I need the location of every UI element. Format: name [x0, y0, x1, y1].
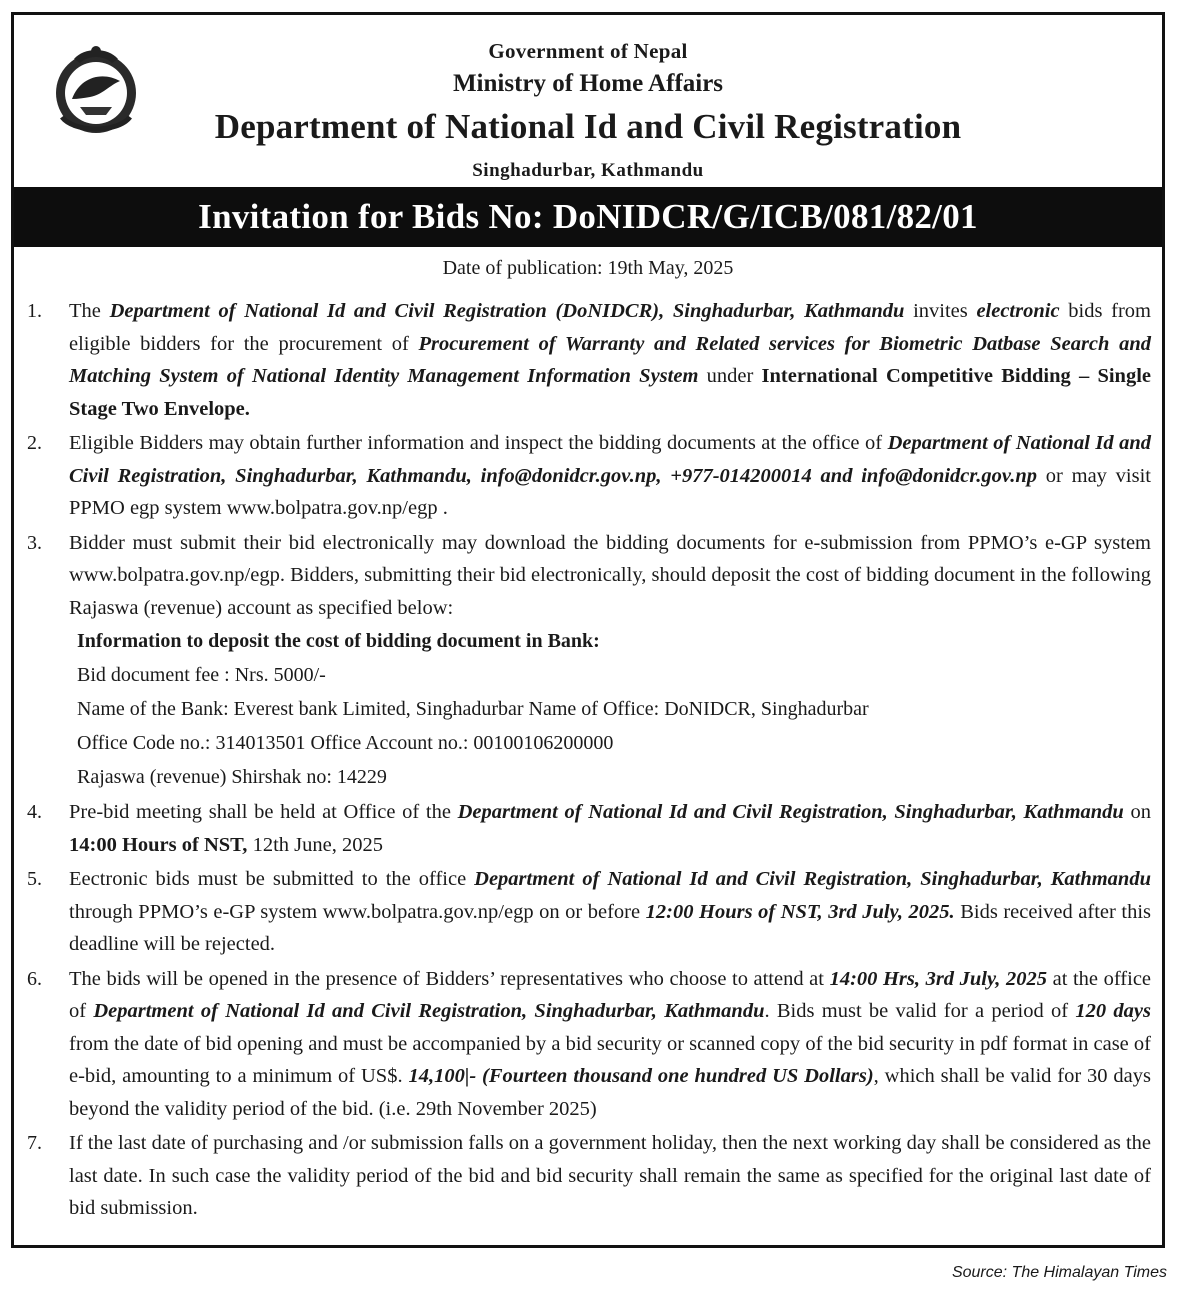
notice-title: Invitation for Bids No: DoNIDCR/G/ICB/081/82/01: [14, 187, 1162, 247]
source-credit: Source: The Himalayan Times: [951, 1264, 1167, 1281]
item-text-emphasis: Department of National Id and Civil Registration, Singhadurbar, Kathmandu: [93, 1000, 765, 1022]
item-text: . Bids must be valid for a period of: [764, 1000, 1076, 1022]
item-text-emphasis: 14:00 Hrs, 3rd July, 2025: [829, 967, 1048, 990]
list-item: [27, 1127, 1151, 1225]
item-text: Bids received after this deadline will be rejected.: [69, 900, 1152, 955]
list-item: [27, 427, 1152, 525]
government-name: Government of Nepal: [488, 39, 688, 63]
item-number: 1.: [27, 300, 42, 322]
item-number: 2.: [27, 432, 42, 454]
list-item: [27, 295, 1151, 425]
list-item: [27, 796, 1151, 861]
item-text-emphasis: Department of National Id and Civil Registration (DoNIDCR), Singhadurbar, Kathmandu: [109, 300, 905, 322]
item-text: invites: [904, 300, 977, 322]
office-code: Office Code no.: 314013501 Office Account no.: 00100106200000: [77, 732, 614, 754]
item-text-emphasis: electronic: [976, 300, 1060, 322]
item-text-bold: 14:00 Hours of NST,: [69, 833, 248, 856]
item-text-emphasis: Procurement of Warranty and Related services for Biometric Datbase Search and Matching System of National Identity Management Information System: [69, 332, 1151, 387]
publication-date: Date of publication: 19th May, 2025: [442, 257, 734, 279]
bank-name: Name of the Bank: Everest bank Limited, Singhadurbar Name of Office: DoNIDCR, Singhadurbar: [77, 698, 869, 720]
list-item: [27, 527, 1151, 795]
item-number: 5.: [27, 868, 42, 890]
item-text: or may visit PPMO egp system www.bolpatra.gov.np/egp .: [69, 464, 1151, 519]
item-text-emphasis: Department of National Id and Civil Registration, Singhadurbar, Kathmandu: [457, 801, 1124, 823]
item-text: Eectronic bids must be submitted to the office: [69, 868, 475, 890]
item-text-emphasis: Department of National Id and Civil Registration, Singhadurbar, Kathmandu, info@donidcr.gov.np, +977-014200014 and info@donidcr.gov.np: [69, 432, 1152, 487]
item-text: Eligible Bidders may obtain further information and inspect the bidding documents at the office of: [69, 432, 888, 454]
item-text: Bidder must submit their bid electronically may download the bidding documents for e-submission from PPMO’s e-GP system www.bolpatra.gov.np/egp. Bidders, submitting their bid electronically, should deposit the cost of bidding document in the following Rajaswa (revenue) account as specified below:: [69, 531, 1151, 619]
item-number: 6.: [27, 967, 42, 990]
item-text-emphasis: Department of National Id and Civil Registration, Singhadurbar, Kathmandu: [474, 868, 1151, 890]
department-location: Singhadurbar, Kathmandu: [472, 160, 704, 181]
ministry-name: Ministry of Home Affairs: [452, 70, 724, 97]
item-text-emphasis: 120 days: [1075, 1000, 1151, 1022]
item-text-emphasis: 12:00 Hours of NST, 3rd July, 2025.: [645, 900, 955, 923]
item-text: If the last date of purchasing and /or submission falls on a government holiday, then the next working day shall be considered as the last date. In such case the validity period of the bid and bid security shall remain the same as specified for the original last date of bid submission.: [69, 1132, 1151, 1219]
item-text: , which shall be valid for 30 days beyond the validity period of the bid. (i.e. 29th November 2025): [69, 1065, 1151, 1120]
notice-items: [27, 295, 1152, 1227]
item-number: 7.: [27, 1132, 42, 1154]
bid-notice: [11, 12, 1165, 1248]
item-text: under: [698, 365, 762, 387]
list-item: [27, 963, 1152, 1126]
item-text: Pre-bid meeting shall be held at Office of the: [69, 801, 458, 823]
item-text: from the date of bid opening and must be accompanied by a bid security or scanned copy of the bid security in pdf format in case of e-bid, amounting to a minimum of US$.: [69, 1032, 1151, 1087]
bank-details-heading: Information to deposit the cost of bidding document in Bank:: [77, 630, 600, 652]
department-name: Department of National Id and Civil Registration: [214, 107, 962, 146]
item-text: on: [1123, 801, 1151, 823]
item-text: at the office of: [69, 967, 1152, 1022]
revenue-heading: Rajaswa (revenue) Shirshak no: 14229: [77, 766, 387, 788]
item-text: The: [69, 300, 110, 322]
bid-fee: Bid document fee : Nrs. 5000/-: [77, 664, 326, 686]
item-text-bold: International Competitive Bidding – Single Stage Two Envelope.: [69, 365, 1151, 420]
item-text-emphasis: 14,100|- (Fourteen thousand one hundred US Dollars): [408, 1065, 874, 1087]
item-text: through PPMO’s e-GP system www.bolpatra.gov.np/egp on or before: [69, 900, 646, 923]
item-number: 4.: [27, 801, 42, 823]
bank-details: [69, 624, 1151, 794]
item-number: 3.: [27, 531, 42, 554]
item-text: 12th June, 2025: [247, 833, 383, 856]
list-item: [27, 863, 1152, 961]
item-text: bids from eligible bidders for the procurement of: [69, 300, 1151, 355]
item-text: The bids will be opened in the presence of Bidders’ representatives who choose to attend at: [69, 967, 830, 990]
